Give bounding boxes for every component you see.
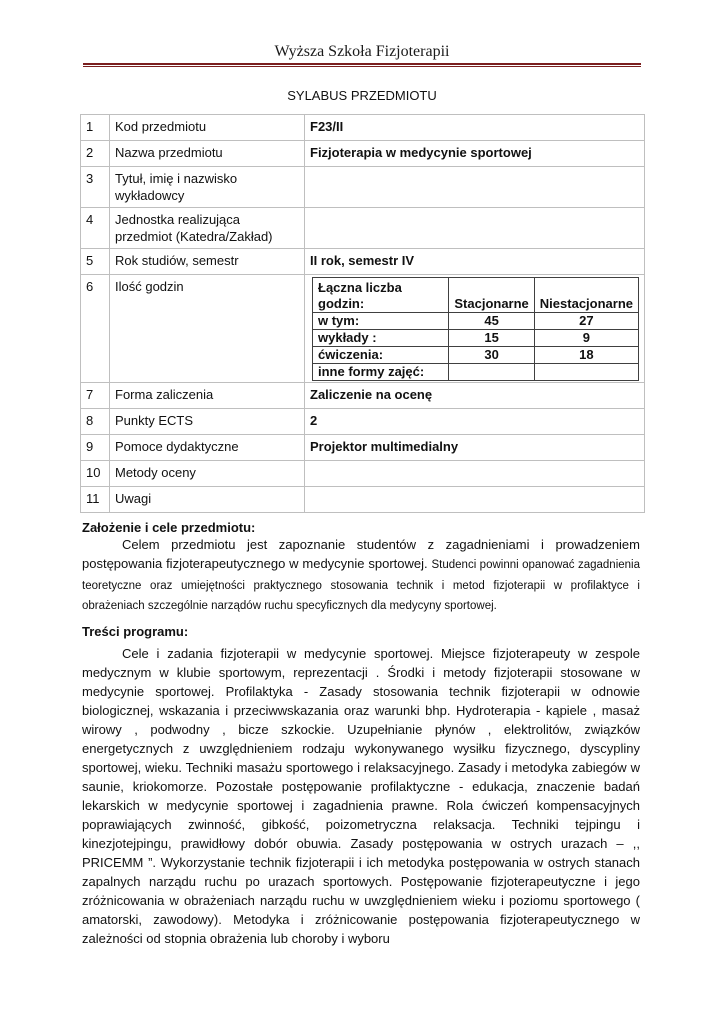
row-value — [305, 461, 645, 487]
table-row — [81, 208, 645, 249]
hours-row — [313, 330, 639, 347]
hours-row — [313, 347, 639, 364]
row-number: 4 — [81, 208, 110, 249]
row-number: 10 — [81, 461, 110, 487]
hours-row-label: inne formy zajęć: — [313, 364, 449, 381]
hours-stationary-value: 30 — [449, 347, 534, 364]
table-row — [81, 167, 645, 208]
row-label: Ilość godzin — [110, 275, 305, 383]
row-value — [305, 487, 645, 513]
header-rule — [83, 63, 641, 65]
program-heading: Treści programu: — [82, 624, 189, 639]
hours-row — [313, 313, 639, 330]
hours-row-label: ćwiczenia: — [313, 347, 449, 364]
table-row — [81, 435, 645, 461]
row-value: F23/II — [305, 115, 645, 141]
row-value: II rok, semestr IV — [305, 249, 645, 275]
row-number: 3 — [81, 167, 110, 208]
row-label: Tytuł, imię i nazwisko wykładowcy — [110, 167, 305, 208]
table-row — [81, 409, 645, 435]
goals-text: Celem przedmiotu jest zapoznanie studentów z zagadnieniami i prowadzeniem postępowania fizjoterapeutycznego w medycynie sportowej. — [82, 537, 640, 571]
row-value: Zaliczenie na ocenę — [305, 383, 645, 409]
header-rule-thin — [83, 66, 641, 67]
row-number: 7 — [81, 383, 110, 409]
row-label: Jednostka realizująca przedmiot (Katedra/Zakład) — [110, 208, 305, 249]
hours-nonstationary-value: 18 — [534, 347, 638, 364]
hours-row-label: wykłady : — [313, 330, 449, 347]
program-section — [82, 624, 640, 948]
row-value: Fizjoterapia w medycynie sportowej — [305, 141, 645, 167]
row-label: Rok studiów, semestr — [110, 249, 305, 275]
program-text: Cele i zadania fizjoterapii w medycynie sportowej. Miejsce fizjoterapeuty w zespole medycznym w klubie sportowym, reprezentacji . Środki i metody fizjoterapii stosowane w medycynie sportowej. Profilaktyka - Zasady stosowania technik fizjoterapii w odnowie biologicznej, wskazania i przeciwwskazania oraz warunki bhp. Hydroterapia - kąpiele , masaż wirowy , podwodny , bicze szkockie. Uzupełnianie płynów , elektrolitów, związków energetycznych z uwzględnieniem rodzaju wykonywanego wysiłku fizycznego, dyscypliny sportowej, wieku. Techniki masażu sportowego i relaksacyjnego. Zasady i metodyka zabiegów w saunie, kriokomorze. Pozostałe postępowanie profilaktyczne - edukacja, znaczenie badań lekarskich w medycynie sportowej i zagadnienia prawne. Rola ćwiczeń kompensacyjnych poprawiających zwinność, gibkość, poizometryczna relaksacja. Techniki tejpingu i kinezjotejpingu, prawidłowy dobór obuwia. Zasady postępowania w ostrych urazach – ,, PRICEMM ”. Wykorzystanie technik fizjoterapii i ich metodyka postępowania w ostrych stanach zapalnych narządu ruchu po urazach sportowych. Postępowanie fizjoterapeutyczne i jego zróżnicowania w obrażeniach narządu ruchu w uwzględnieniem wieku i poziomu sportowego ( amatorski, zawodowy). Metodyka i zróżnicowanie postępowania fizjoterapeutycznego w zależności od stopnia obrażenia lub choroby i wyboru — [82, 646, 640, 946]
hours-header-row — [313, 278, 639, 313]
table-row — [81, 461, 645, 487]
row-value: 2 — [305, 409, 645, 435]
hours-col-nonstationary: Niestacjonarne — [534, 278, 638, 313]
row-label: Forma zaliczenia — [110, 383, 305, 409]
row-value: Projektor multimedialny — [305, 435, 645, 461]
row-value — [305, 208, 645, 249]
row-number: 1 — [81, 115, 110, 141]
row-label: Metody oceny — [110, 461, 305, 487]
row-label: Punkty ECTS — [110, 409, 305, 435]
row-label: Kod przedmiotu — [110, 115, 305, 141]
hours-row — [313, 364, 639, 381]
hours-total-label: Łączna liczba godzin: — [313, 278, 449, 313]
hours-table — [312, 277, 639, 381]
hours-stationary-value: 45 — [449, 313, 534, 330]
goals-paragraph — [82, 535, 640, 616]
syllabus-title: SYLABUS PRZEDMIOTU — [287, 88, 437, 103]
goals-section — [82, 520, 640, 616]
row-label: Pomoce dydaktyczne — [110, 435, 305, 461]
school-header: Wyższa Szkoła Fizjoterapii — [274, 43, 450, 60]
row-number: 11 — [81, 487, 110, 513]
goals-small-text: Studenci powinni opanować zagadnienia teoretyczne oraz umiejętności praktycznego stosowania technik i metod fizjoterapii w profilaktyce i obrażeniach szczególnie narządów ruchu specyficznych dla medycyny sportowej. — [82, 559, 640, 612]
table-row-hours — [81, 275, 645, 383]
hours-col-stationary: Stacjonarne — [449, 278, 534, 313]
row-label: Uwagi — [110, 487, 305, 513]
row-value — [305, 167, 645, 208]
syllabus-table — [80, 114, 645, 513]
row-label: Nazwa przedmiotu — [110, 141, 305, 167]
row-number: 2 — [81, 141, 110, 167]
hours-row-label: w tym: — [313, 313, 449, 330]
hours-nonstationary-value: 9 — [534, 330, 638, 347]
table-row — [81, 249, 645, 275]
row-number: 9 — [81, 435, 110, 461]
table-row — [81, 383, 645, 409]
hours-cell — [305, 275, 645, 383]
hours-stationary-value: 15 — [449, 330, 534, 347]
row-number: 6 — [81, 275, 110, 383]
table-row — [81, 141, 645, 167]
hours-nonstationary-value: 27 — [534, 313, 638, 330]
row-number: 8 — [81, 409, 110, 435]
hours-stationary-value — [449, 364, 534, 381]
goals-heading: Założenie i cele przedmiotu: — [82, 520, 256, 535]
table-row — [81, 487, 645, 513]
table-row — [81, 115, 645, 141]
row-number: 5 — [81, 249, 110, 275]
hours-nonstationary-value — [534, 364, 638, 381]
